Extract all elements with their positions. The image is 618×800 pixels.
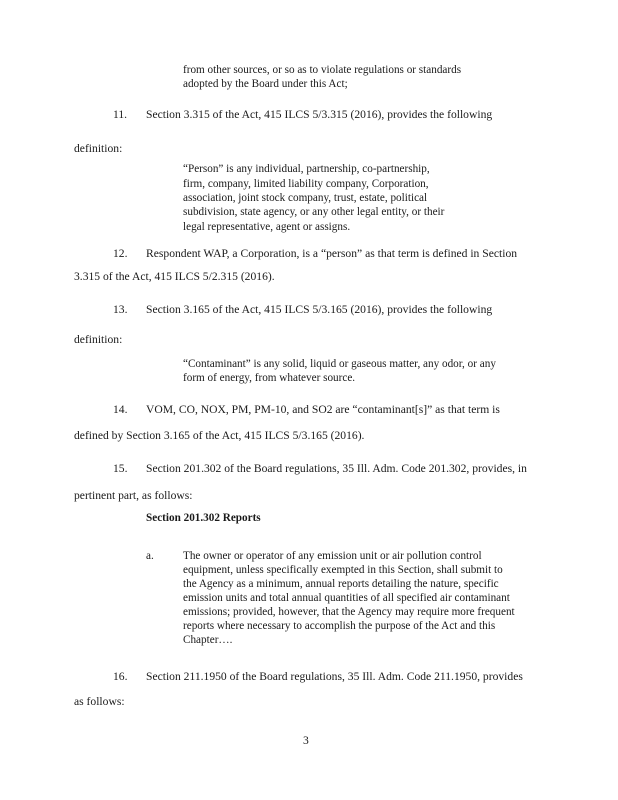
paragraph-line: pertinent part, as follows: (74, 489, 193, 502)
quote-heading: Section 201.302 Reports (146, 512, 261, 524)
quote-line: the Agency as a minimum, annual reports detailing the nature, specific (183, 578, 499, 590)
paragraph-line: 3.315 of the Act, 415 ILCS 5/2.315 (2016). (74, 270, 275, 283)
paragraph-number: 12. (113, 247, 128, 260)
paragraph-number: 11. (113, 108, 128, 121)
paragraph-line: Section 3.165 of the Act, 415 ILCS 5/3.165 (2016), provides the following (146, 303, 493, 316)
paragraph-line: Section 201.302 of the Board regulations, 35 Ill. Adm. Code 201.302, provides, in (146, 462, 527, 475)
quote-line: subdivision, state agency, or any other legal entity, or their (183, 206, 445, 218)
paragraph-line: Section 3.315 of the Act, 415 ILCS 5/3.315 (2016), provides the following (146, 108, 493, 121)
quote-line: reports where necessary to accomplish the purpose of the Act and this (183, 620, 496, 632)
paragraph-line: definition: (74, 142, 123, 155)
paragraph-number: 13. (113, 303, 128, 316)
quote-item-label: a. (146, 550, 154, 562)
quote-line: firm, company, limited liability company, Corporation, (183, 178, 429, 190)
quote-line: association, joint stock company, trust, estate, political (183, 192, 428, 204)
quote-line: “Person” is any individual, partnership, co-partnership, (183, 163, 430, 175)
continuation-quote-line: from other sources, or so as to violate regulations or standards (183, 64, 462, 76)
paragraph-number: 15. (113, 462, 128, 475)
paragraph-line: Respondent WAP, a Corporation, is a “person” as that term is defined in Section (146, 247, 518, 260)
paragraph-line: Section 211.1950 of the Board regulations, 35 Ill. Adm. Code 211.1950, provides (146, 670, 523, 683)
paragraph-line: VOM, CO, NOX, PM, PM-10, and SO2 are “contaminant[s]” as that term is (146, 403, 500, 416)
paragraph-line: as follows: (74, 695, 125, 708)
quote-line: “Contaminant” is any solid, liquid or gaseous matter, any odor, or any (183, 358, 496, 370)
quote-line: emission units and total annual quantities of all specified air contaminant (183, 592, 510, 604)
quote-line: legal representative, agent or assigns. (183, 221, 351, 233)
quote-line: form of energy, from whatever source. (183, 372, 356, 384)
paragraph-number: 16. (113, 670, 128, 683)
paragraph-line: definition: (74, 333, 123, 346)
quote-line: equipment, unless specifically exempted in this Section, shall submit to (183, 564, 503, 576)
continuation-quote-line: adopted by the Board under this Act; (183, 78, 348, 90)
quote-line: emissions; provided, however, that the Agency may require more frequent (183, 606, 515, 618)
paragraph-number: 14. (113, 403, 128, 416)
quote-line: Chapter…. (183, 634, 233, 646)
quote-line: The owner or operator of any emission unit or air pollution control (183, 550, 482, 562)
paragraph-line: defined by Section 3.165 of the Act, 415 ILCS 5/3.165 (2016). (74, 429, 365, 442)
page-number: 3 (303, 734, 309, 747)
